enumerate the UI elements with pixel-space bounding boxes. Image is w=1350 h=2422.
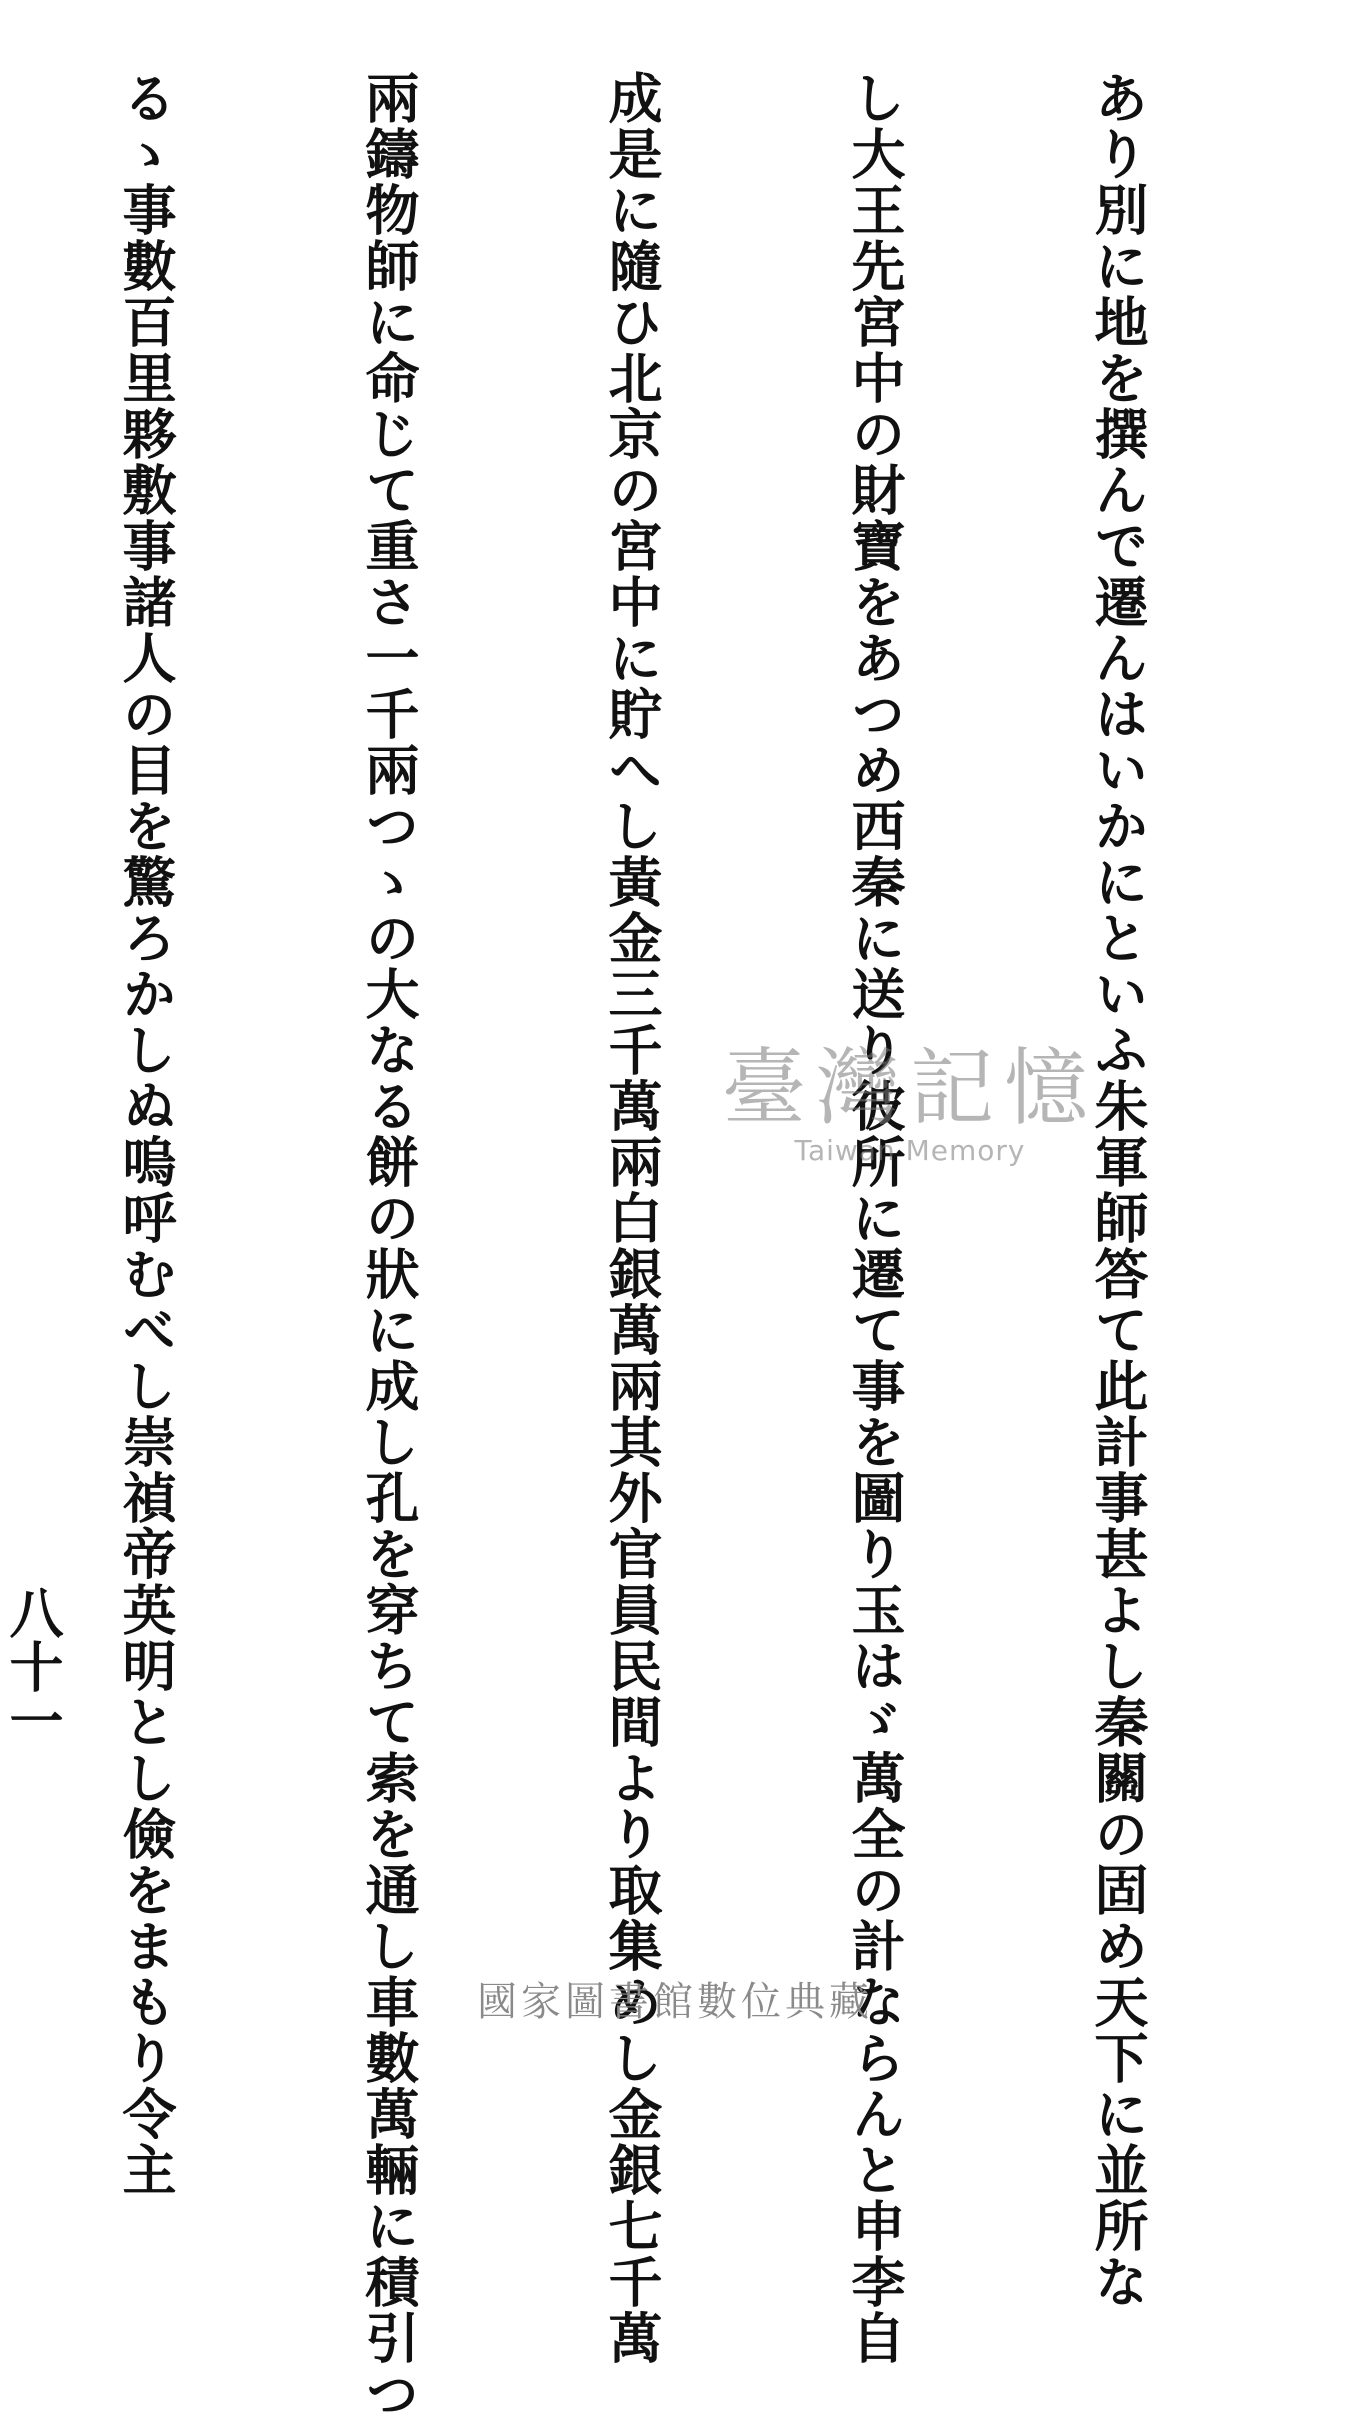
watermark-logo	[680, 1040, 1140, 1166]
page-number: 八十一	[1, 1585, 65, 1747]
watermark-subtitle: Taiwan Memory	[794, 1134, 1026, 1167]
text-line-5: るゝ事數百里夥敷事諸人の目を驚ろかしぬ嗚呼むべし崇禎帝英明とし儉をまもり令主	[114, 70, 178, 2198]
text-line-1: あり別に地を撰んで遷んはいかにといふ朱軍師答て此計事甚よし秦關の固め天下に並所な	[1086, 70, 1150, 2310]
watermark-title: 臺灣記憶	[721, 1039, 1098, 1137]
text-line-2: し大王先宮中の財寶をあつめ西秦に送り彼所に遷て事を圖り玉はゞ萬全の計ならんと申李自	[843, 70, 907, 2366]
text-line-3: 成是に隨ひ北京の宮中に貯へし黃金三千萬兩白銀萬兩其外官員民間より取集めし金銀七千萬	[600, 70, 664, 2366]
footer-credit: 國家圖書館數位典藏	[477, 1979, 873, 2025]
text-line-4: 兩鑄物師に命じて重さ一千兩つゝの大なる餅の狀に成し孔を穿ちて索を通し車數萬輛に積引つ	[357, 70, 421, 2422]
